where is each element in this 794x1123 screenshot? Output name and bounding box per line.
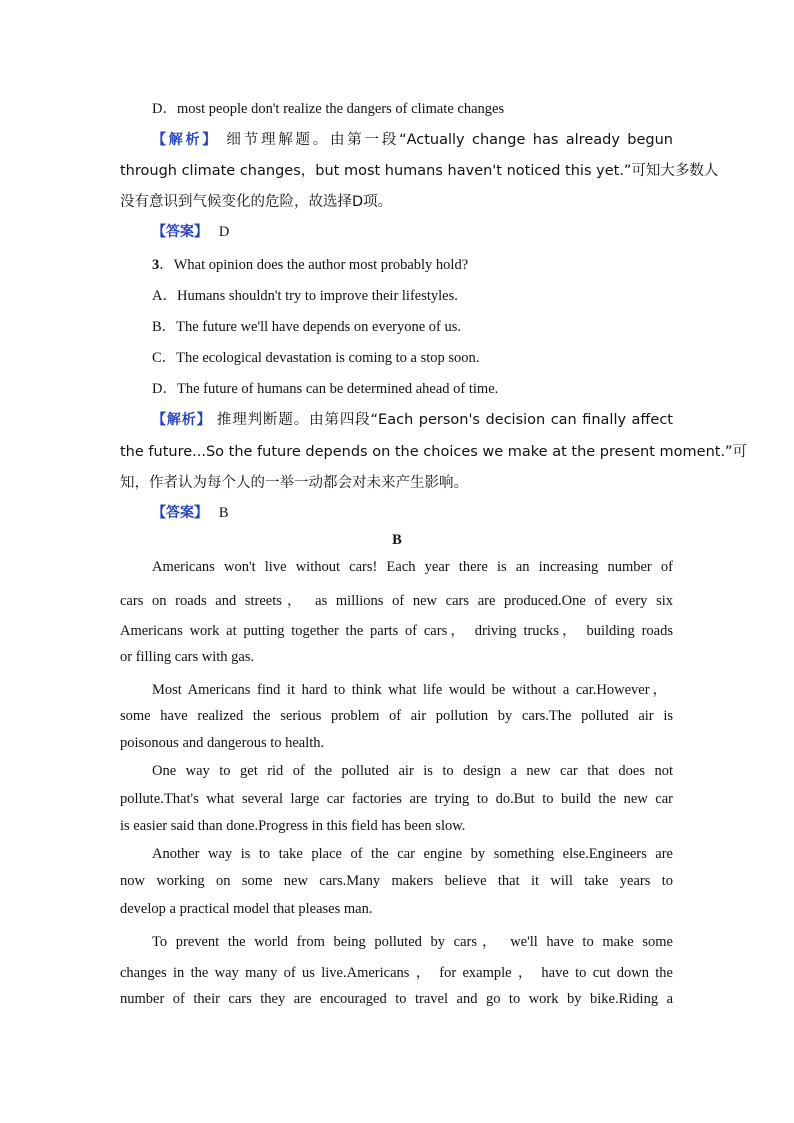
answer-tag: 【答案】	[152, 224, 208, 240]
q2-analysis-line-2: through climate changes，but most humans haven't noticed this yet.”可知大多数人	[120, 163, 719, 179]
q2-analysis-line-1	[152, 128, 673, 149]
q2-analysis-text-1: 细节理解题。由第一段“Actually change has already begun	[219, 132, 673, 148]
q3-question	[152, 253, 468, 274]
q3-option-a: A．Humans shouldn't try to improve their lifestyles.	[152, 288, 458, 304]
passage-line: now working on some new cars.Many makers believe that it will take years to	[120, 873, 673, 889]
q2-answer	[152, 221, 229, 241]
passage-heading: B	[392, 532, 402, 548]
q3-answer	[152, 502, 229, 522]
q2-analysis-line-3: 没有意识到气候变化的危险，故选择D项。	[120, 194, 393, 210]
passage-line: develop a practical model that pleases man.	[120, 901, 373, 917]
q3-option-c: C．The ecological devastation is coming to a stop soon.	[152, 350, 480, 366]
passage-line: number of their cars they are encouraged to travel and go to work by bike.Riding a	[120, 991, 673, 1007]
q3-question-text: ．What opinion does the author most probably hold?	[159, 257, 469, 273]
passage-line: Americans won't live without cars! Each year there is an increasing number of	[152, 559, 673, 575]
passage-line: cars on roads and streets， as millions of new cars are produced.One of every six	[120, 593, 673, 609]
passage-line: some have realized the serious problem of air pollution by cars.The polluted air is	[120, 708, 673, 724]
question-number: 3	[152, 257, 160, 273]
q3-analysis-line-2: the future...So the future depends on the choices we make at the present moment.”可	[120, 444, 748, 460]
q3-analysis-text-1: 推理判断题。由第四段“Each person's decision can finally affect	[211, 412, 673, 428]
passage-line: is easier said than done.Progress in this field has been slow.	[120, 818, 466, 834]
q3-option-d: D．The future of humans can be determined ahead of time.	[152, 381, 499, 397]
passage-line: changes in the way many of us live.Americans ， for example ， have to cut down the	[120, 965, 673, 981]
passage-line: Another way is to take place of the car engine by something else.Engineers are	[152, 846, 673, 862]
q3-option-b: B．The future we'll have depends on everyone of us.	[152, 319, 462, 335]
passage-line: or filling cars with gas.	[120, 649, 255, 665]
q2-option-d: D．most people don't realize the dangers of climate changes	[152, 101, 505, 117]
q3-analysis-line-1	[152, 408, 673, 429]
passage-line: One way to get rid of the polluted air is to design a new car that does not	[152, 763, 673, 779]
passage-line: poisonous and dangerous to health.	[120, 735, 325, 751]
passage-line: Americans work at putting together the parts of cars， driving trucks， building roads	[120, 623, 673, 639]
q3-analysis-line-3: 知，作者认为每个人的一举一动都会对未来产生影响。	[120, 475, 468, 491]
q2-answer-value: D	[218, 224, 230, 240]
passage-line: To prevent the world from being polluted by cars， we'll have to make some	[152, 934, 673, 950]
analysis-tag: 【解析】	[152, 412, 212, 428]
passage-line: pollute.That's what several large car factories are trying to do.But to build the new car	[120, 791, 673, 807]
analysis-tag: 【解析】	[152, 132, 220, 148]
passage-line: Most Americans find it hard to think what life would be without a car.However，	[152, 682, 667, 698]
answer-tag: 【答案】	[152, 505, 208, 521]
q3-answer-value: B	[218, 505, 229, 521]
